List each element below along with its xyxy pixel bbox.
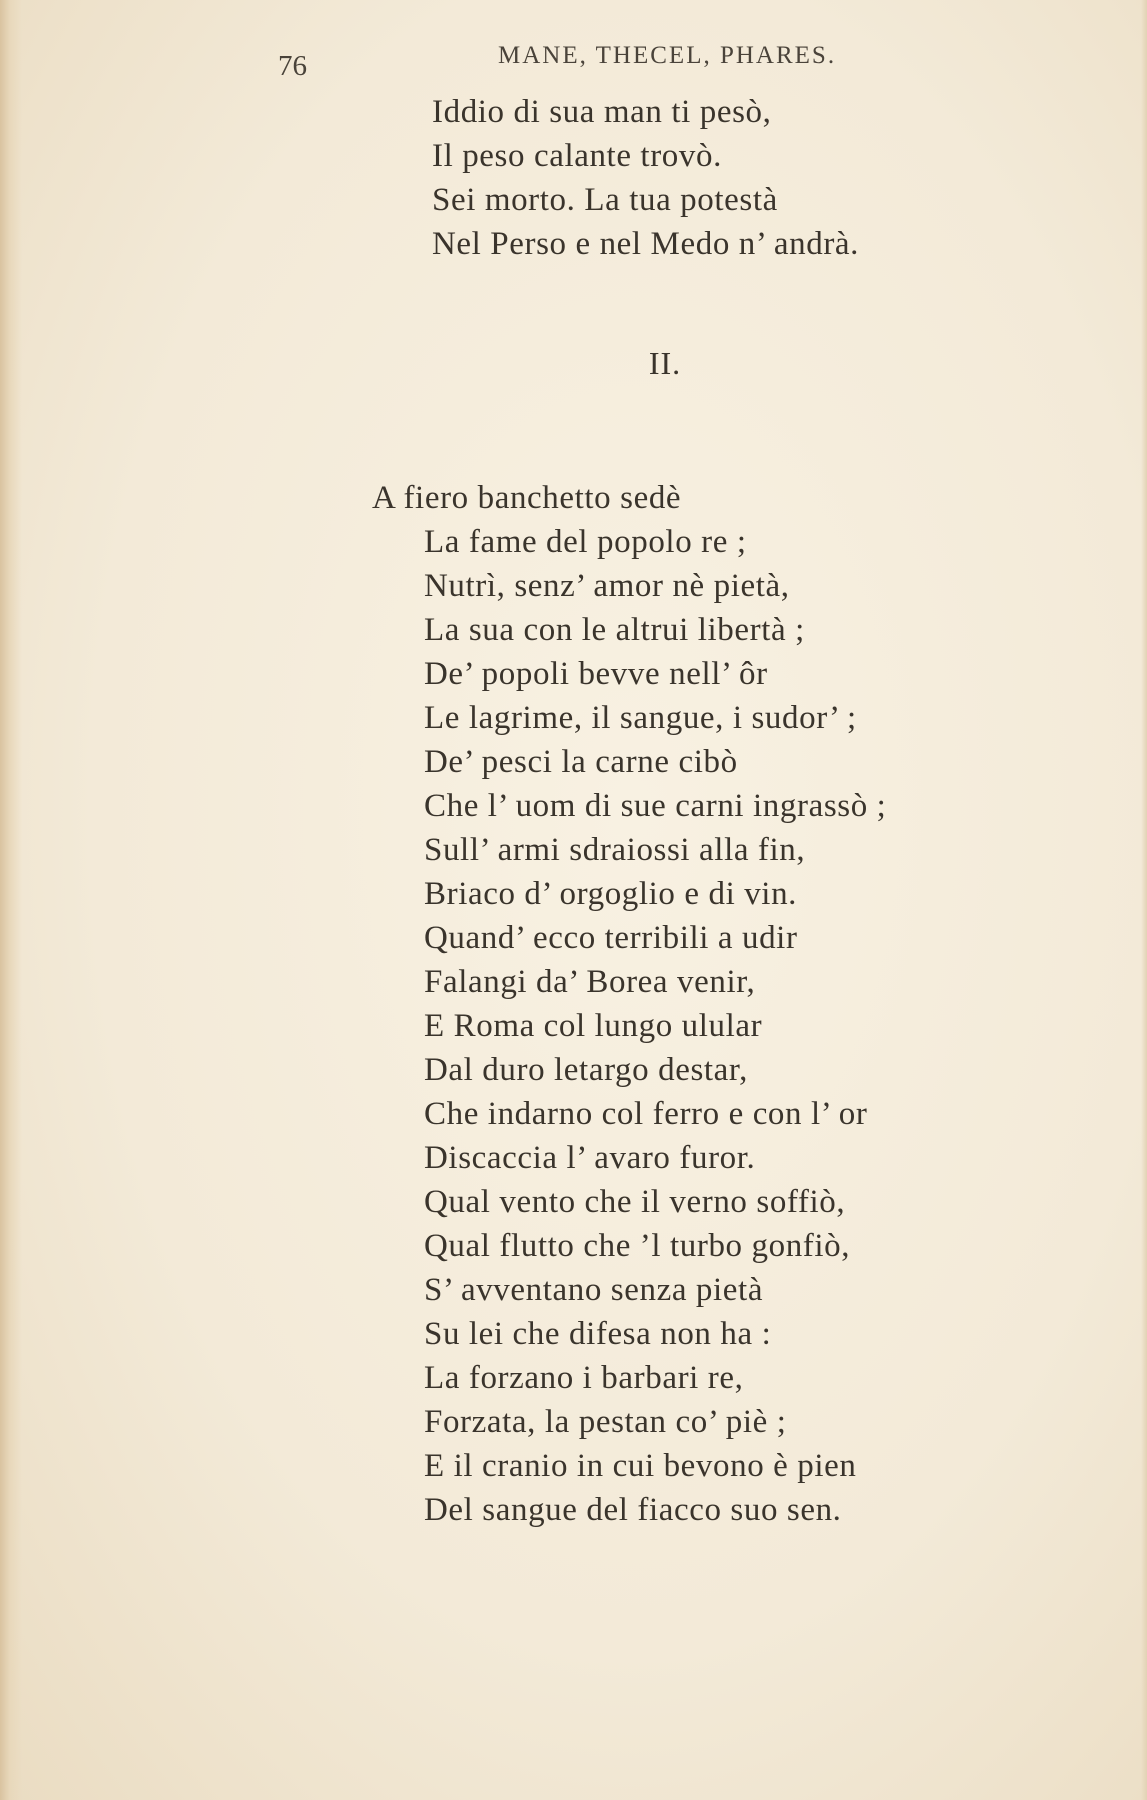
verse-line: Discaccia l’ avaro furor. xyxy=(424,1140,756,1176)
verse-line: Briaco d’ orgoglio e di vin. xyxy=(424,876,798,912)
verse-line: E Roma col lungo ulular xyxy=(424,1008,763,1044)
verse-line: Nutrì, senz’ amor nè pietà, xyxy=(424,568,790,604)
verse-line: La forzano i barbari re, xyxy=(424,1360,744,1396)
running-title: MANE, THECEL, PHARES. xyxy=(498,42,837,69)
verse-line: De’ pesci la carne cibò xyxy=(424,744,738,780)
verse-line: Quand’ ecco terribili a udir xyxy=(424,920,798,956)
verse-line: Qual vento che il verno soffiò, xyxy=(424,1184,846,1220)
verse-line: Qual flutto che ’l turbo gonfiò, xyxy=(424,1228,851,1264)
verse-line: Sei morto. La tua potestà xyxy=(432,182,778,218)
verse-line: Forzata, la pestan co’ piè ; xyxy=(424,1404,787,1440)
verse-line: Il peso calante trovò. xyxy=(432,138,722,174)
verse-line: La sua con le altrui libertà ; xyxy=(424,612,805,648)
verse-line: Che indarno col ferro e con l’ or xyxy=(424,1096,868,1132)
verse-line: Del sangue del fiacco suo sen. xyxy=(424,1492,842,1528)
stanza-1 xyxy=(432,90,859,266)
verse-line: Dal duro letargo destar, xyxy=(424,1052,749,1088)
verse-line: E il cranio in cui bevono è pien xyxy=(424,1448,857,1484)
verse-line: Iddio di sua man ti pesò, xyxy=(432,94,772,130)
verse-line: Falangi da’ Borea venir, xyxy=(424,964,756,1000)
page-number: 76 xyxy=(278,50,307,82)
verse-line: Le lagrime, il sangue, i sudor’ ; xyxy=(424,700,857,736)
page-right-edge xyxy=(1141,0,1147,1800)
verse-line: S’ avventano senza pietà xyxy=(424,1272,764,1308)
verse-line: Su lei che difesa non ha : xyxy=(424,1316,772,1352)
verse-line: De’ popoli bevve nell’ ôr xyxy=(424,656,768,692)
verse-line: La fame del popolo re ; xyxy=(424,524,747,560)
page-left-edge xyxy=(0,0,22,1800)
running-head xyxy=(0,40,1147,80)
verse-line: Sull’ armi sdraiossi alla fin, xyxy=(424,832,806,868)
stanza-2 xyxy=(372,476,886,1532)
verse-line: Nel Perso e nel Medo n’ andrà. xyxy=(432,226,860,262)
section-number: II. xyxy=(648,345,682,381)
verse-line: Che l’ uom di sue carni ingrassò ; xyxy=(424,788,887,824)
verse-line: A fiero banchetto sedè xyxy=(372,480,682,516)
